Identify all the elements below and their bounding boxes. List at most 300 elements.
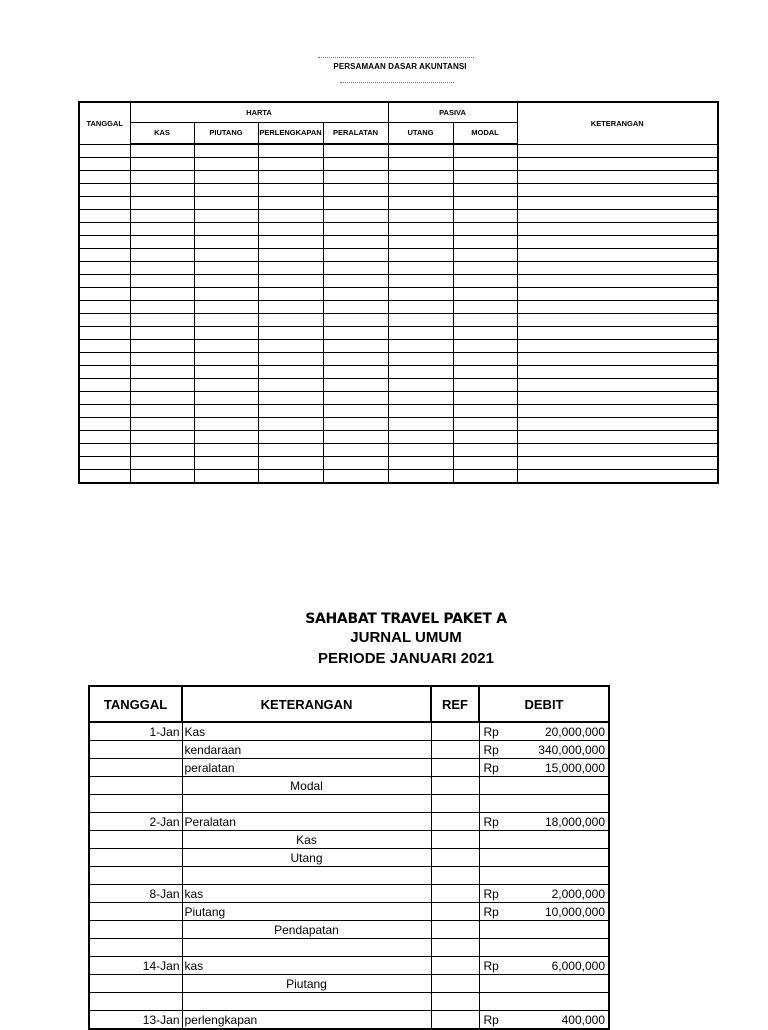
empty-cell <box>130 366 194 379</box>
empty-cell <box>258 418 323 431</box>
journal-cell-tanggal <box>89 741 182 759</box>
empty-cell <box>130 470 194 484</box>
empty-cell <box>323 418 388 431</box>
journal-cell-tanggal: 2-Jan <box>89 813 182 831</box>
empty-cell <box>323 327 388 340</box>
journal-cell-ref <box>431 939 479 957</box>
empty-cell <box>517 301 718 314</box>
empty-cell <box>388 223 453 236</box>
journal-cell-ref <box>431 993 479 1011</box>
header-perlengkapan: PERLENGKAPAN <box>258 122 323 144</box>
empty-cell <box>79 301 130 314</box>
journal-header-keterangan: KETERANGAN <box>182 686 431 722</box>
empty-row <box>79 158 718 171</box>
empty-cell <box>388 184 453 197</box>
empty-cell <box>258 457 323 470</box>
journal-cell-ref <box>431 975 479 993</box>
empty-cell <box>194 405 258 418</box>
debit-amount <box>482 725 607 739</box>
empty-cell <box>258 236 323 249</box>
title-dotted-rule-bottom <box>340 82 454 83</box>
empty-cell <box>323 405 388 418</box>
empty-cell <box>388 444 453 457</box>
empty-cell <box>388 418 453 431</box>
empty-row <box>79 353 718 366</box>
header-piutang: PIUTANG <box>194 122 258 144</box>
empty-cell <box>388 171 453 184</box>
empty-row <box>79 288 718 301</box>
journal-cell-tanggal <box>89 903 182 921</box>
journal-cell-debit <box>479 867 609 885</box>
empty-cell <box>453 249 517 262</box>
empty-cell <box>388 236 453 249</box>
empty-cell <box>258 353 323 366</box>
empty-cell <box>453 210 517 223</box>
journal-row <box>89 795 609 813</box>
empty-cell <box>388 353 453 366</box>
journal-cell-ref <box>431 849 479 867</box>
journal-cell-tanggal <box>89 759 182 777</box>
empty-cell <box>79 366 130 379</box>
journal-row <box>89 831 609 849</box>
empty-cell <box>130 197 194 210</box>
currency-label: Rp <box>483 1012 499 1027</box>
empty-cell <box>323 444 388 457</box>
empty-cell <box>388 379 453 392</box>
page-title-persamaan: PERSAMAAN DASAR AKUNTANSI <box>333 62 467 71</box>
journal-period: PERIODE JANUARI 2021 <box>318 650 494 667</box>
journal-cell-ref <box>431 903 479 921</box>
empty-cell <box>194 288 258 301</box>
journal-row <box>89 921 609 939</box>
debit-value: 2,000,000 <box>551 886 605 901</box>
journal-header-debit: DEBIT <box>479 686 609 722</box>
empty-cell <box>130 210 194 223</box>
journal-row <box>89 777 609 795</box>
journal-cell-tanggal <box>89 777 182 795</box>
empty-cell <box>453 171 517 184</box>
empty-cell <box>258 379 323 392</box>
journal-cell-debit <box>479 903 609 921</box>
empty-cell <box>79 314 130 327</box>
journal-cell-tanggal <box>89 993 182 1011</box>
empty-cell <box>130 171 194 184</box>
empty-cell <box>517 392 718 405</box>
empty-cell <box>323 236 388 249</box>
journal-row <box>89 849 609 867</box>
empty-cell <box>194 262 258 275</box>
empty-cell <box>79 379 130 392</box>
debit-value: 10,000,000 <box>544 904 605 919</box>
empty-cell <box>130 444 194 457</box>
empty-cell <box>388 457 453 470</box>
general-journal-table <box>88 685 610 1030</box>
empty-cell <box>323 288 388 301</box>
empty-cell <box>130 236 194 249</box>
empty-cell <box>79 340 130 353</box>
empty-cell <box>388 197 453 210</box>
journal-cell-ref <box>431 777 479 795</box>
empty-cell <box>79 457 130 470</box>
empty-row <box>79 457 718 470</box>
empty-row <box>79 223 718 236</box>
journal-cell-debit <box>479 813 609 831</box>
empty-cell <box>258 301 323 314</box>
empty-cell <box>79 171 130 184</box>
journal-cell-tanggal: 8-Jan <box>89 885 182 903</box>
empty-cell <box>323 314 388 327</box>
empty-cell <box>323 366 388 379</box>
journal-cell-debit <box>479 975 609 993</box>
journal-cell-tanggal <box>89 795 182 813</box>
empty-cell <box>130 158 194 171</box>
empty-cell <box>194 340 258 353</box>
empty-cell <box>517 405 718 418</box>
title-dotted-rule-top <box>318 57 474 58</box>
empty-cell <box>388 301 453 314</box>
empty-cell <box>194 444 258 457</box>
journal-cell-tanggal <box>89 939 182 957</box>
journal-cell-ref <box>431 831 479 849</box>
empty-cell <box>517 144 718 158</box>
journal-row <box>89 813 609 831</box>
empty-cell <box>194 470 258 484</box>
empty-cell <box>388 314 453 327</box>
header-pasiva: PASIVA <box>388 102 517 122</box>
journal-cell-debit <box>479 849 609 867</box>
empty-cell <box>194 366 258 379</box>
empty-row <box>79 327 718 340</box>
empty-cell <box>79 262 130 275</box>
debit-amount <box>482 959 607 973</box>
journal-cell-debit <box>479 921 609 939</box>
empty-cell <box>194 197 258 210</box>
empty-row <box>79 144 718 158</box>
empty-cell <box>517 171 718 184</box>
journal-cell-keterangan: Pendapatan <box>182 921 431 939</box>
empty-cell <box>130 314 194 327</box>
journal-row <box>89 885 609 903</box>
empty-cell <box>517 210 718 223</box>
empty-cell <box>517 197 718 210</box>
debit-value: 6,000,000 <box>551 958 605 973</box>
journal-cell-debit <box>479 722 609 741</box>
empty-cell <box>388 340 453 353</box>
journal-cell-ref <box>431 921 479 939</box>
empty-cell <box>323 340 388 353</box>
header-utang: UTANG <box>388 122 453 144</box>
empty-cell <box>130 144 194 158</box>
empty-cell <box>388 210 453 223</box>
empty-cell <box>79 392 130 405</box>
header-kas: KAS <box>130 122 194 144</box>
empty-cell <box>79 405 130 418</box>
empty-cell <box>517 379 718 392</box>
accounting-equation-body <box>79 144 718 483</box>
journal-cell-keterangan: kas <box>182 885 431 903</box>
journal-cell-debit <box>479 831 609 849</box>
journal-cell-debit <box>479 885 609 903</box>
empty-cell <box>453 379 517 392</box>
debit-amount <box>482 887 607 901</box>
journal-cell-keterangan: Piutang <box>182 903 431 921</box>
empty-cell <box>130 392 194 405</box>
journal-cell-keterangan <box>182 939 431 957</box>
empty-cell <box>323 197 388 210</box>
journal-cell-tanggal <box>89 831 182 849</box>
empty-cell <box>258 470 323 484</box>
empty-cell <box>453 223 517 236</box>
empty-row <box>79 470 718 484</box>
empty-cell <box>388 327 453 340</box>
empty-cell <box>79 418 130 431</box>
empty-cell <box>258 262 323 275</box>
journal-cell-tanggal <box>89 975 182 993</box>
empty-row <box>79 236 718 249</box>
empty-cell <box>388 158 453 171</box>
empty-cell <box>517 236 718 249</box>
empty-row <box>79 392 718 405</box>
empty-cell <box>258 171 323 184</box>
empty-cell <box>517 418 718 431</box>
empty-cell <box>130 431 194 444</box>
empty-cell <box>517 288 718 301</box>
empty-cell <box>258 314 323 327</box>
empty-cell <box>130 262 194 275</box>
empty-row <box>79 184 718 197</box>
journal-row <box>89 867 609 885</box>
empty-cell <box>388 144 453 158</box>
debit-value: 340,000,000 <box>538 742 605 757</box>
journal-cell-ref <box>431 722 479 741</box>
empty-cell <box>453 314 517 327</box>
empty-cell <box>453 275 517 288</box>
empty-cell <box>517 249 718 262</box>
empty-cell <box>79 275 130 288</box>
empty-cell <box>194 275 258 288</box>
header-keterangan: KETERANGAN <box>517 102 718 144</box>
currency-label: Rp <box>483 814 499 829</box>
empty-cell <box>130 353 194 366</box>
header-peralatan: PERALATAN <box>323 122 388 144</box>
journal-cell-debit <box>479 741 609 759</box>
journal-cell-debit <box>479 777 609 795</box>
empty-row <box>79 171 718 184</box>
journal-cell-keterangan: Kas <box>182 722 431 741</box>
empty-row <box>79 366 718 379</box>
empty-cell <box>194 457 258 470</box>
empty-cell <box>130 405 194 418</box>
empty-row <box>79 210 718 223</box>
empty-cell <box>258 144 323 158</box>
header-harta: HARTA <box>130 102 388 122</box>
currency-label: Rp <box>483 886 499 901</box>
empty-cell <box>453 392 517 405</box>
empty-cell <box>79 184 130 197</box>
journal-cell-keterangan: kas <box>182 957 431 975</box>
empty-cell <box>194 353 258 366</box>
empty-row <box>79 431 718 444</box>
empty-cell <box>517 457 718 470</box>
empty-cell <box>388 366 453 379</box>
journal-cell-debit <box>479 1011 609 1030</box>
empty-cell <box>517 366 718 379</box>
empty-cell <box>194 392 258 405</box>
empty-cell <box>388 288 453 301</box>
currency-label: Rp <box>483 904 499 919</box>
debit-value: 15,000,000 <box>544 760 605 775</box>
empty-cell <box>453 457 517 470</box>
empty-row <box>79 444 718 457</box>
journal-cell-keterangan: perlengkapan <box>182 1011 431 1030</box>
empty-cell <box>258 158 323 171</box>
journal-row <box>89 903 609 921</box>
empty-cell <box>323 431 388 444</box>
empty-cell <box>258 184 323 197</box>
empty-cell <box>130 457 194 470</box>
empty-cell <box>517 353 718 366</box>
journal-cell-ref <box>431 795 479 813</box>
empty-row <box>79 379 718 392</box>
empty-cell <box>258 275 323 288</box>
empty-row <box>79 301 718 314</box>
journal-header-tanggal: TANGGAL <box>89 686 182 722</box>
empty-cell <box>517 275 718 288</box>
empty-cell <box>194 158 258 171</box>
empty-cell <box>130 275 194 288</box>
journal-cell-tanggal <box>89 867 182 885</box>
journal-cell-keterangan: kendaraan <box>182 741 431 759</box>
journal-cell-tanggal: 14-Jan <box>89 957 182 975</box>
empty-cell <box>453 353 517 366</box>
empty-cell <box>453 418 517 431</box>
empty-cell <box>130 418 194 431</box>
journal-row <box>89 759 609 777</box>
accounting-equation-table <box>78 101 719 484</box>
empty-cell <box>258 288 323 301</box>
empty-cell <box>79 444 130 457</box>
empty-cell <box>323 457 388 470</box>
debit-value: 400,000 <box>561 1012 605 1027</box>
header-tanggal: TANGGAL <box>79 102 130 144</box>
empty-cell <box>79 249 130 262</box>
journal-cell-ref <box>431 957 479 975</box>
header-modal: MODAL <box>453 122 517 144</box>
journal-cell-keterangan: Peralatan <box>182 813 431 831</box>
journal-cell-debit <box>479 795 609 813</box>
journal-cell-ref <box>431 741 479 759</box>
empty-cell <box>453 431 517 444</box>
empty-cell <box>258 223 323 236</box>
currency-label: Rp <box>483 760 499 775</box>
journal-cell-keterangan: Utang <box>182 849 431 867</box>
journal-header-ref: REF <box>431 686 479 722</box>
empty-cell <box>453 288 517 301</box>
empty-cell <box>517 262 718 275</box>
empty-cell <box>194 210 258 223</box>
debit-value: 20,000,000 <box>544 724 605 739</box>
empty-cell <box>79 158 130 171</box>
empty-row <box>79 405 718 418</box>
journal-cell-keterangan <box>182 867 431 885</box>
empty-cell <box>258 431 323 444</box>
empty-cell <box>258 249 323 262</box>
empty-cell <box>130 223 194 236</box>
empty-cell <box>517 444 718 457</box>
general-journal-body <box>89 722 609 1029</box>
journal-row <box>89 993 609 1011</box>
empty-cell <box>194 249 258 262</box>
empty-cell <box>194 431 258 444</box>
empty-cell <box>517 158 718 171</box>
journal-cell-ref <box>431 885 479 903</box>
empty-row <box>79 249 718 262</box>
empty-cell <box>517 223 718 236</box>
empty-cell <box>79 288 130 301</box>
empty-cell <box>453 470 517 484</box>
empty-cell <box>79 144 130 158</box>
empty-cell <box>258 366 323 379</box>
journal-cell-tanggal <box>89 921 182 939</box>
empty-cell <box>79 431 130 444</box>
journal-cell-ref <box>431 867 479 885</box>
empty-cell <box>517 470 718 484</box>
journal-cell-keterangan: Piutang <box>182 975 431 993</box>
empty-cell <box>453 236 517 249</box>
empty-cell <box>323 210 388 223</box>
debit-amount <box>482 905 607 919</box>
empty-cell <box>258 327 323 340</box>
empty-cell <box>194 314 258 327</box>
journal-cell-tanggal: 1-Jan <box>89 722 182 741</box>
empty-cell <box>79 197 130 210</box>
journal-cell-keterangan: peralatan <box>182 759 431 777</box>
empty-cell <box>258 340 323 353</box>
journal-cell-keterangan <box>182 795 431 813</box>
journal-row <box>89 939 609 957</box>
journal-cell-debit <box>479 759 609 777</box>
empty-cell <box>517 184 718 197</box>
empty-row <box>79 340 718 353</box>
empty-cell <box>323 262 388 275</box>
currency-label: Rp <box>483 742 499 757</box>
empty-cell <box>130 249 194 262</box>
journal-cell-debit <box>479 939 609 957</box>
journal-cell-keterangan <box>182 993 431 1011</box>
empty-cell <box>388 392 453 405</box>
currency-label: Rp <box>483 958 499 973</box>
journal-cell-tanggal <box>89 849 182 867</box>
empty-row <box>79 418 718 431</box>
journal-cell-debit <box>479 957 609 975</box>
empty-cell <box>388 262 453 275</box>
empty-cell <box>258 392 323 405</box>
empty-cell <box>323 379 388 392</box>
empty-cell <box>388 275 453 288</box>
empty-cell <box>453 340 517 353</box>
journal-cell-debit <box>479 993 609 1011</box>
company-name: SAHABAT TRAVEL PAKET A <box>305 611 507 627</box>
empty-cell <box>323 144 388 158</box>
empty-cell <box>453 184 517 197</box>
empty-cell <box>258 444 323 457</box>
empty-cell <box>130 184 194 197</box>
empty-cell <box>194 379 258 392</box>
empty-cell <box>453 262 517 275</box>
journal-cell-ref <box>431 759 479 777</box>
empty-cell <box>258 197 323 210</box>
empty-cell <box>130 301 194 314</box>
